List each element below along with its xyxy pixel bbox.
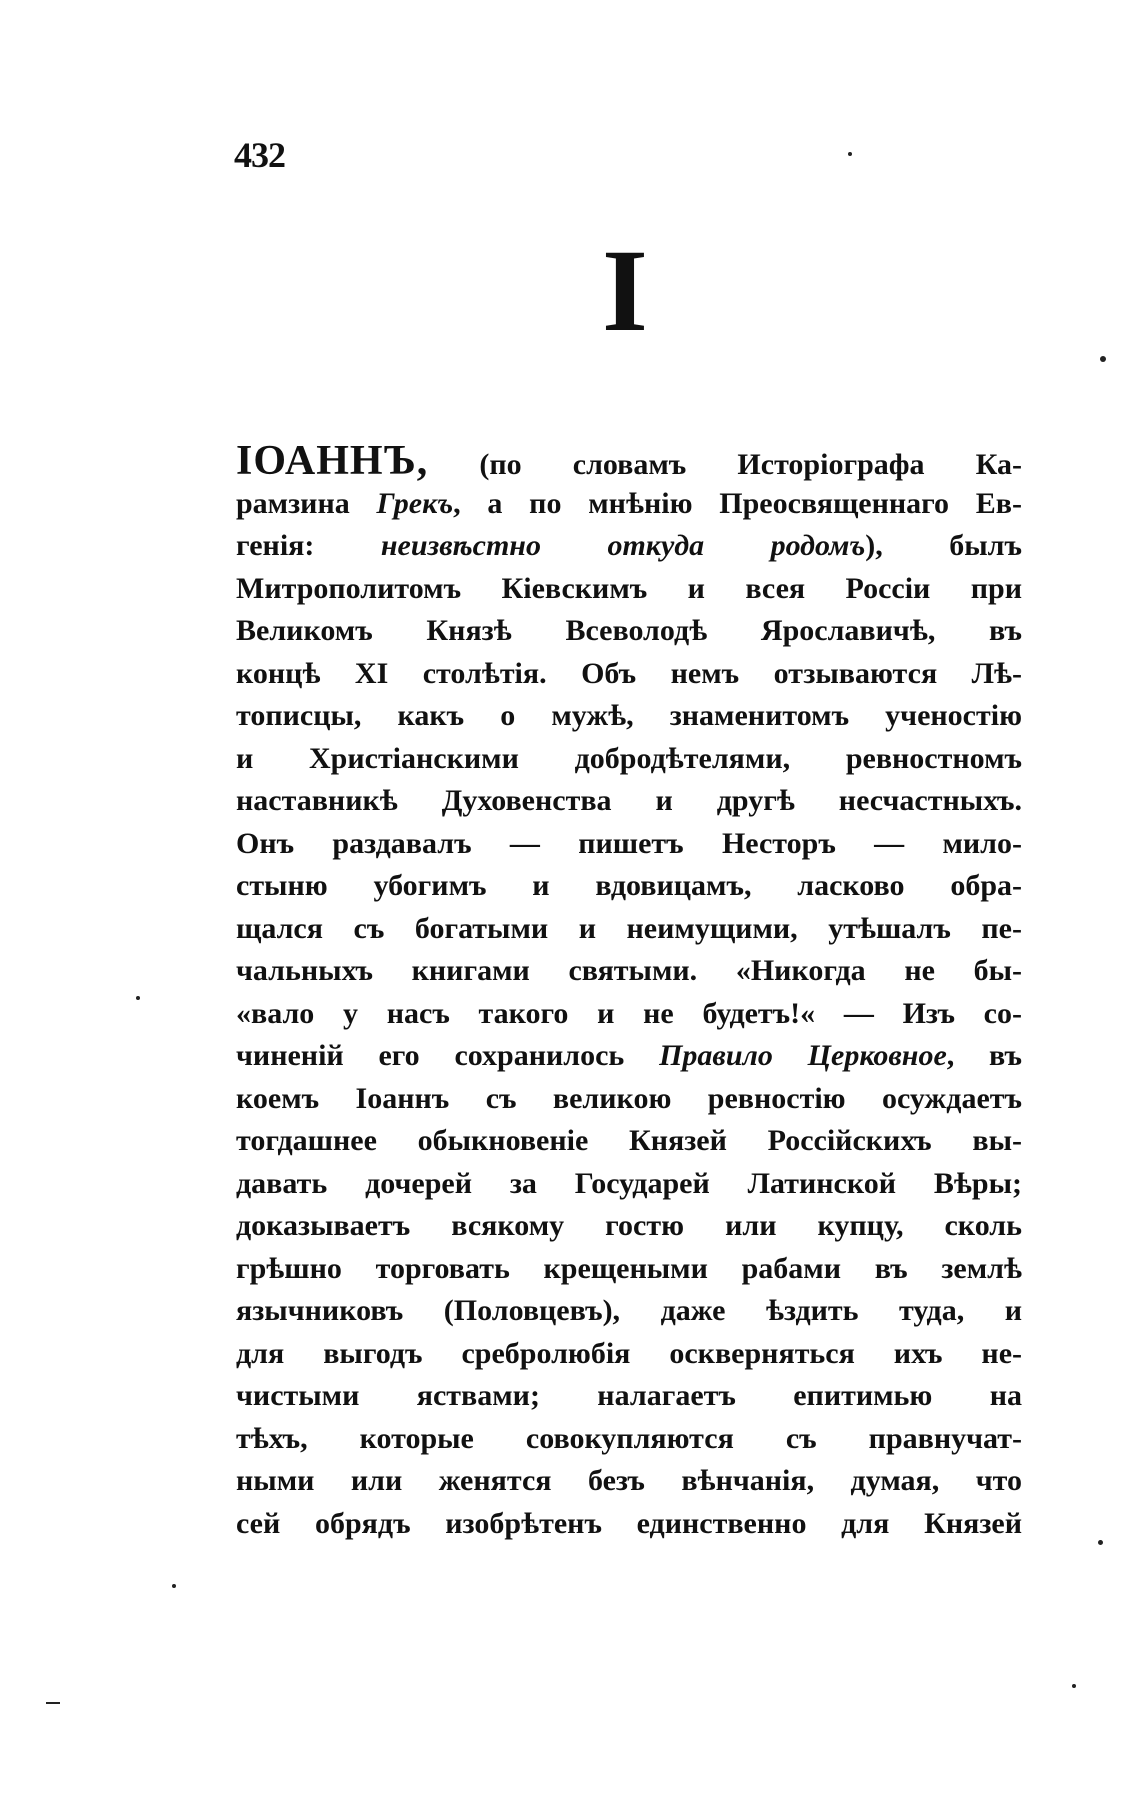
text-segment: Митрополитомъ Кіевскимъ и всея Россіи при xyxy=(236,571,1022,605)
text-segment: давать дочерей за Государей Латинской Вѣры; xyxy=(236,1166,1022,1200)
text-segment: (по словамъ Исторіографа Ка- xyxy=(428,448,1022,481)
text-segment: Онъ раздавалъ — пишетъ Несторъ — мило- xyxy=(236,826,1022,860)
text-segment: и Христіанскими добродѣтелями, ревностномъ xyxy=(236,741,1022,775)
text-segment: тописцы, какъ о мужѣ, знаменитомъ ученостію xyxy=(236,699,1022,732)
italic-text: неизвѣстно откуда родомъ xyxy=(380,529,866,562)
text-line xyxy=(236,1035,1022,1078)
text-line xyxy=(236,1333,1022,1376)
text-line xyxy=(236,568,1022,611)
text-line xyxy=(236,1460,1022,1503)
text-segment: концѣ XI столѣтія. Объ немъ отзываются Лѣ- xyxy=(236,656,1022,690)
text-line xyxy=(236,1205,1022,1248)
text-segment: генія: xyxy=(236,529,381,562)
text-line xyxy=(236,1503,1022,1546)
text-segment: наставникѣ Духовенства и другѣ несчастныхъ. xyxy=(236,784,1022,817)
text-line xyxy=(236,695,1022,738)
text-segment: доказываетъ всякому гостю или купцу, сколь xyxy=(236,1209,1022,1242)
scan-speck xyxy=(172,1584,176,1588)
text-segment: чистыми яствами; налагаетъ епитимью на xyxy=(236,1379,1022,1412)
text-segment: ), былъ xyxy=(865,529,1022,562)
text-segment: , въ xyxy=(946,1039,1022,1072)
text-segment: сей обрядъ изобрѣтенъ единственно для Князей xyxy=(236,1506,1022,1540)
text-segment: тогдашнее обыкновеніе Князей Россійскихъ вы- xyxy=(236,1124,1022,1157)
scan-speck xyxy=(848,152,852,156)
text-segment: язычниковъ (Половцевъ), даже ѣздить туда, и xyxy=(236,1294,1022,1327)
entry-headword: IОАННЪ, xyxy=(236,440,429,483)
entry-paragraph xyxy=(236,440,1022,1545)
text-line xyxy=(236,738,1022,781)
scan-speck xyxy=(1100,356,1106,362)
text-line xyxy=(236,1290,1022,1333)
text-line xyxy=(236,653,1022,696)
text-line xyxy=(236,908,1022,951)
text-segment: тѣхъ, которые совокупляются съ правнучат- xyxy=(236,1421,1022,1455)
text-line xyxy=(236,1078,1022,1121)
text-line xyxy=(236,1163,1022,1206)
text-line xyxy=(236,950,1022,993)
text-line xyxy=(236,1418,1022,1461)
text-line xyxy=(236,993,1022,1036)
text-segment: щался съ богатыми и неимущими, утѣшалъ пе- xyxy=(236,911,1022,945)
scan-speck xyxy=(1098,1540,1103,1545)
text-segment: для выгодъ сребролюбія оскверняться ихъ не- xyxy=(236,1336,1022,1370)
text-segment: рамзина xyxy=(236,486,377,520)
text-segment: Великомъ Князѣ Всеволодѣ Ярославичѣ, въ xyxy=(236,614,1022,647)
text-segment: ными или женятся безъ вѣнчанія, думая, что xyxy=(236,1464,1022,1497)
text-line xyxy=(236,865,1022,908)
page-number: 432 xyxy=(234,135,285,175)
text-line xyxy=(236,1120,1022,1163)
text-segment: стыню убогимъ и вдовицамъ, ласково обра- xyxy=(236,869,1022,902)
text-line xyxy=(236,780,1022,823)
italic-text: Грекъ xyxy=(376,486,454,520)
text-line xyxy=(236,483,1022,526)
text-segment: , а по мнѣнію Преосвященнаго Ев- xyxy=(453,486,1022,520)
scan-speck xyxy=(1072,1684,1076,1688)
italic-text: Правило Церковное xyxy=(659,1039,947,1072)
text-segment: чиненій его сохранилось xyxy=(236,1039,660,1072)
text-line xyxy=(236,1248,1022,1291)
text-segment: «вало у насъ такого и не будетъ!« — Изъ со- xyxy=(236,996,1022,1030)
scan-speck xyxy=(46,1702,60,1704)
text-line xyxy=(236,440,1022,483)
text-line xyxy=(236,525,1022,568)
text-segment: грѣшно торговать крещеными рабами въ землѣ xyxy=(236,1251,1022,1285)
text-segment: чальныхъ книгами святыми. «Никогда не бы- xyxy=(236,954,1022,987)
text-line xyxy=(236,610,1022,653)
text-line xyxy=(236,1375,1022,1418)
text-segment: коемъ Іоаннъ съ великою ревностію осуждаетъ xyxy=(236,1081,1022,1115)
text-line xyxy=(236,823,1022,866)
section-letter-heading: I xyxy=(602,225,648,356)
scan-speck xyxy=(136,996,140,1000)
